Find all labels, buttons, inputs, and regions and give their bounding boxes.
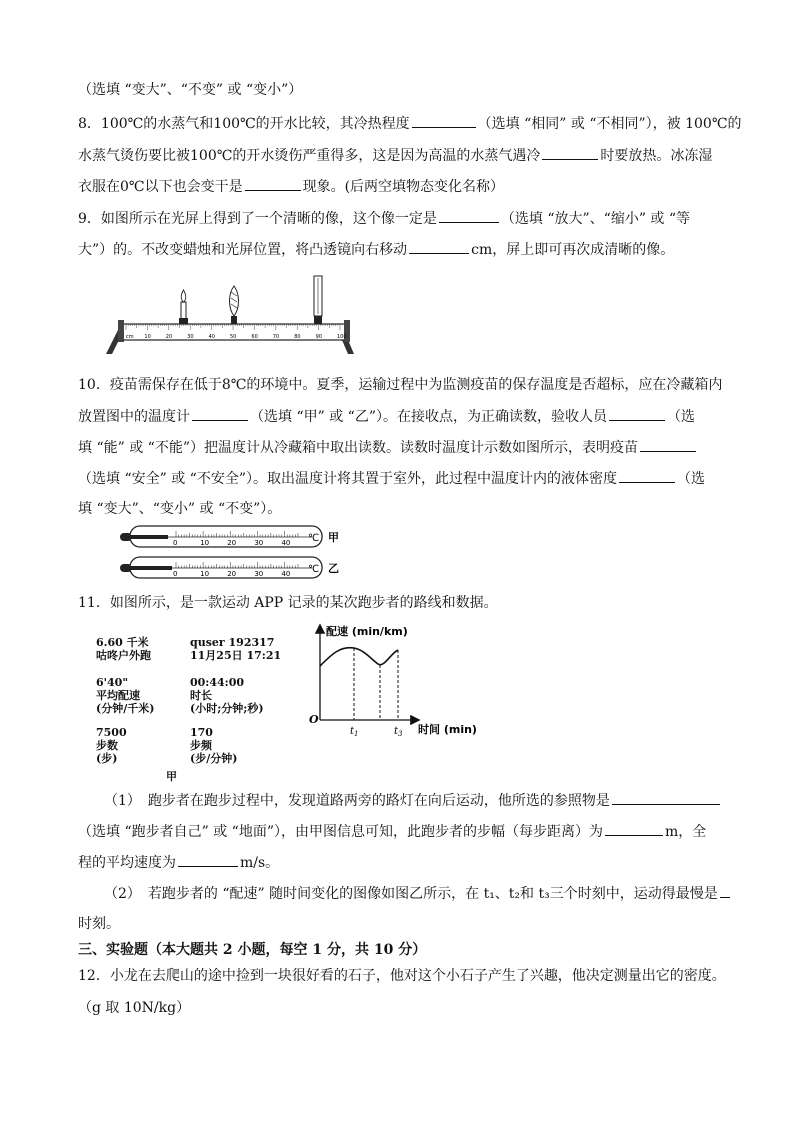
thermo-tick-label: 20 xyxy=(227,570,237,578)
q11-part2-line1: （2） 若跑步者的 “配速” 随时间变化的图像如图乙所示，在 t₁、t₂和 t₃三个时刻中，运动得最慢是 xyxy=(104,883,732,904)
app-cadence-label: 步频 xyxy=(190,739,212,752)
q11-part1-line2: （选填 “跑步者自己” 或 “地面”），由甲图信息可知，此跑步者的步幅（每步距离）为 m，全 xyxy=(78,821,706,842)
answer-blank[interactable] xyxy=(619,468,675,483)
q7-tail: （选填 “变大”、“不变” 或 “变小”） xyxy=(78,82,303,98)
app-date: 11月25日 17:21 xyxy=(190,649,282,662)
bench-tick-label: 70 xyxy=(272,334,280,340)
bench-end-left xyxy=(118,320,124,342)
answer-blank[interactable] xyxy=(720,883,730,898)
q8-line2: 水蒸气烫伤要比被100℃的开水烫伤严重得多，这是因为高温的水蒸气遇冷 时要放热。冰冻湿 xyxy=(78,145,712,166)
figure-caption-jia: 甲 xyxy=(166,770,177,783)
q11-intro: 11．如图所示，是一款运动 APP 记录的某次跑步者的路线和数据。 xyxy=(78,595,498,611)
thermo-tick-label: 40 xyxy=(281,539,291,547)
answer-blank[interactable] xyxy=(409,239,469,254)
q8-line1: 8．100℃的水蒸气和100℃的开水比较，其冷热程度 （选填 “相同” 或 “不相同”），被 100℃的 xyxy=(78,113,741,134)
answer-blank[interactable] xyxy=(609,406,665,421)
answer-blank[interactable] xyxy=(245,176,301,191)
app-activity: 咕咚户外跑 xyxy=(96,649,151,662)
answer-blank[interactable] xyxy=(412,113,476,128)
pace-curve xyxy=(320,648,398,666)
q10-line3: 填 “能” 或 “不能”）把温度计从冷藏箱中取出读数。读数时温度计示数如图所示，表明疫苗 xyxy=(78,437,698,458)
app-pace-value: 6'40" xyxy=(96,676,129,689)
bench-tick-label: 30 xyxy=(187,334,194,340)
q9-line2: 大”）的。不改变蜡烛和光屏位置，将凸透镜向右移动 cm，屏上即可再次成清晰的像。 xyxy=(78,239,674,260)
bench-tick-label: 10 xyxy=(144,334,151,340)
thermo-tick-label: 10 xyxy=(200,570,210,578)
t3-label: $t_3$ xyxy=(394,726,403,738)
q8-line3: 衣服在0℃以下也会变干是 现象。(后两空填物态变化名称） xyxy=(78,176,504,197)
app-pace-unit: (分钟/千米) xyxy=(96,702,155,715)
app-steps-value: 7500 xyxy=(96,726,127,739)
candle xyxy=(179,290,188,324)
q12-line2: （g 取 10N/kg） xyxy=(78,1000,191,1016)
q11-part1-line3: 程的平均速度为 m/s。 xyxy=(78,852,279,873)
app-steps-unit: (步) xyxy=(96,752,118,765)
q10-line5: 填 “变大”、“变小” 或 “不变”）。 xyxy=(78,501,282,517)
x-axis-label: 时间 (min) xyxy=(418,723,477,736)
app-duration-label: 时长 xyxy=(190,689,212,702)
thermo-tick-label: 20 xyxy=(227,539,237,547)
bench-tick-label: 80 xyxy=(294,334,301,340)
q10-line4: （选填 “安全” 或 “不安全”）。取出温度计将其置于室外，此过程中温度计内的液体密度 （选 xyxy=(78,468,705,489)
thermometers-figure xyxy=(116,524,348,582)
answer-blank[interactable] xyxy=(439,208,499,223)
bench-unit: cm xyxy=(126,334,134,340)
app-distance: 6.60 千米 xyxy=(96,636,149,649)
origin-label: O xyxy=(309,713,319,726)
q10-line2: 放置图中的温度计 （选填 “甲” 或 “乙”）。在接收点，为正确读数，验收人员 （选 xyxy=(78,406,695,427)
app-user: quser 192317 xyxy=(190,636,275,649)
bench-tick-label: 20 xyxy=(165,334,173,340)
label-jia: 甲 xyxy=(328,531,339,544)
app-duration-unit: (小时;分钟;秒) xyxy=(190,702,264,715)
bench-tick-label: 90 xyxy=(315,334,322,340)
app-steps-label: 步数 xyxy=(96,739,118,752)
app-cadence-unit: (步/分钟) xyxy=(190,752,238,765)
thermo-tick-label: 0 xyxy=(173,570,178,578)
answer-blank[interactable] xyxy=(542,145,598,160)
bench-tick-label: 60 xyxy=(251,334,258,340)
app-data-panel xyxy=(96,636,296,786)
optical-bench-figure xyxy=(104,272,356,358)
y-axis-label: 配速 (min/km) xyxy=(326,625,408,638)
answer-blank[interactable] xyxy=(640,437,696,452)
pace-graph xyxy=(306,620,490,746)
q11-part1-line1: （1） 跑步者在跑步过程中，发现道路两旁的路灯在向后运动，他所选的参照物是 xyxy=(104,790,722,811)
thermo-unit: ℃ xyxy=(308,564,320,575)
thermo-tick-label: 10 xyxy=(200,539,210,547)
bench-tick-label: 40 xyxy=(208,334,215,340)
q12-line1: 12．小龙在去爬山的途中捡到一块很好看的石子，他对这个小石子产生了兴趣，他决定测量出它的密度。 xyxy=(78,968,726,984)
bench-tick-label: 100 xyxy=(337,334,347,340)
app-cadence-value: 170 xyxy=(190,726,213,739)
light-screen xyxy=(314,276,322,324)
thermo-tick-label: 0 xyxy=(173,539,178,547)
thermo-tick-label: 30 xyxy=(254,570,264,578)
app-duration-value: 00:44:00 xyxy=(190,676,245,689)
q9-line1: 9．如图所示在光屏上得到了一个清晰的像，这个像一定是 （选填 “放大”、“缩小” 或 “等 xyxy=(78,208,690,229)
q10-line1: 10．疫苗需保存在低于8℃的环境中。夏季，运输过程中为监测疫苗的保存温度是否超标，应在冷藏箱内 xyxy=(78,377,723,393)
answer-blank[interactable] xyxy=(192,406,248,421)
convex-lens xyxy=(230,286,239,324)
answer-blank[interactable] xyxy=(178,852,238,867)
thermo-unit: ℃ xyxy=(308,533,320,544)
thermo-tick-label: 40 xyxy=(281,570,291,578)
answer-blank[interactable] xyxy=(605,821,663,836)
q11-part2-line2: 时刻。 xyxy=(78,916,120,932)
section-3-heading: 三、实验题（本大题共 2 小题，每空 1 分，共 10 分） xyxy=(78,942,427,958)
answer-blank[interactable] xyxy=(612,790,720,805)
thermo-tick-label: 30 xyxy=(254,539,264,547)
app-pace-label: 平均配速 xyxy=(96,689,140,702)
bench-tick-label: 50 xyxy=(230,334,237,340)
t1-label: $t_1$ xyxy=(350,726,359,738)
label-yi: 乙 xyxy=(328,562,339,575)
